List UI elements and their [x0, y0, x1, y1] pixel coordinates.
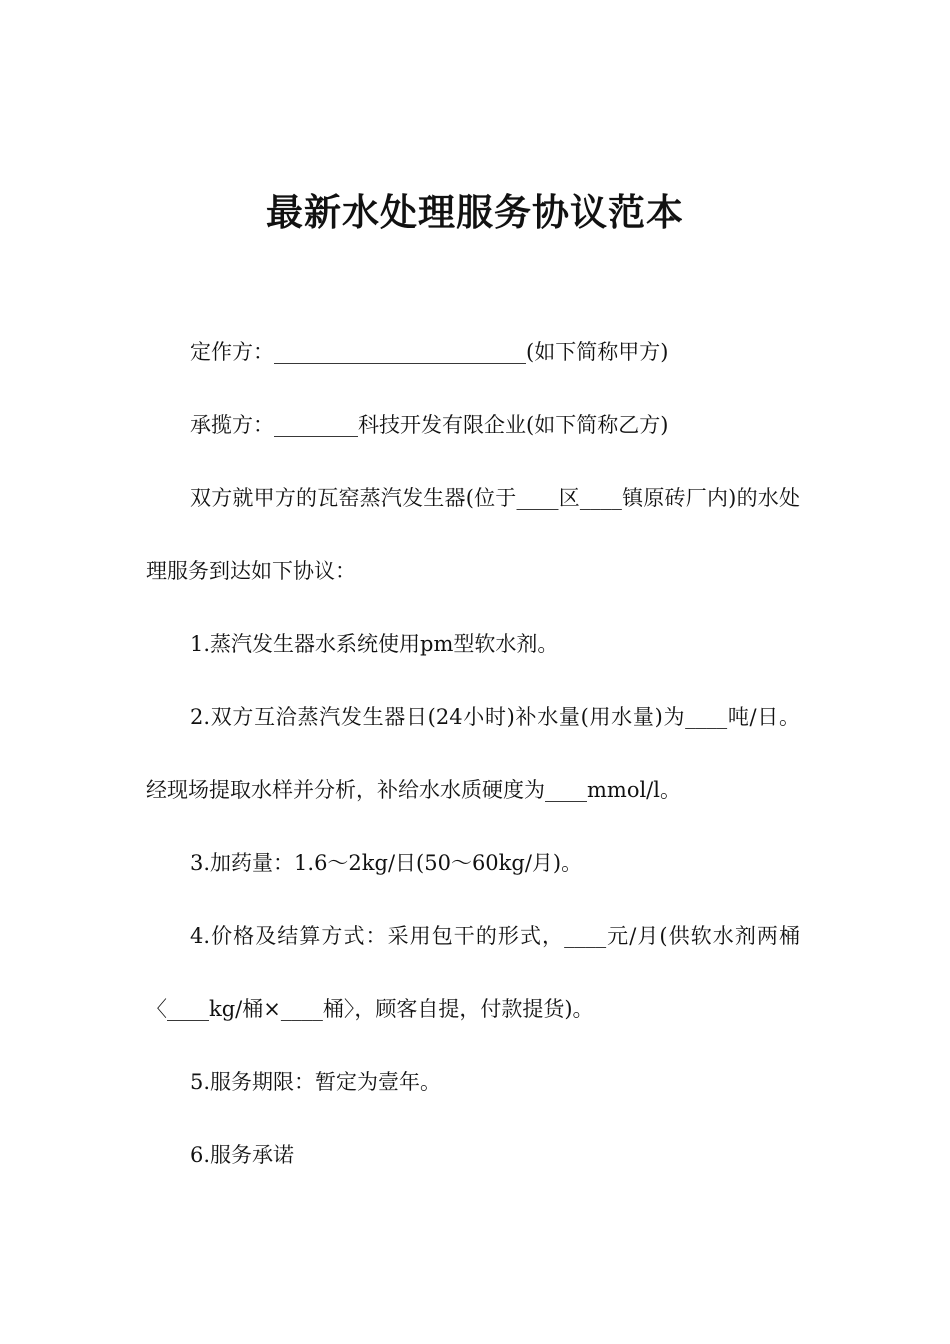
clause-4: 4.价格及结算方式：采用包干的形式，____元/月(供软水剂两桶〈____kg/桶×____桶〉，顾客自提，付款提货)。 — [146, 924, 800, 1021]
clause-1: 1.蒸汽发生器水系统使用pm型软水剂。 — [190, 632, 559, 656]
clause-6: 6.服务承诺 — [190, 1143, 295, 1167]
agreement-intro: 双方就甲方的瓦窑蒸汽发生器(位于____区____镇原砖厂内)的水处理服务到达如下协议： — [146, 486, 800, 583]
clause-5: 5.服务期限：暂定为壹年。 — [190, 1070, 442, 1094]
document-body — [146, 316, 800, 1192]
clause-3: 3.加药量：1.6～2kg/日(50～60kg/月)。 — [190, 851, 583, 875]
party-a-line: 定作方：________________________(如下简称甲方) — [190, 340, 669, 364]
party-b-line: 承揽方：________科技开发有限企业(如下简称乙方) — [190, 413, 669, 437]
document-title: 最新水处理服务协议范本 — [266, 191, 684, 234]
clause-2: 2.双方互洽蒸汽发生器日(24小时)补水量(用水量)为____吨/日。经现场提取水样并分析，补给水水质硬度为____mmol/l。 — [146, 705, 800, 802]
